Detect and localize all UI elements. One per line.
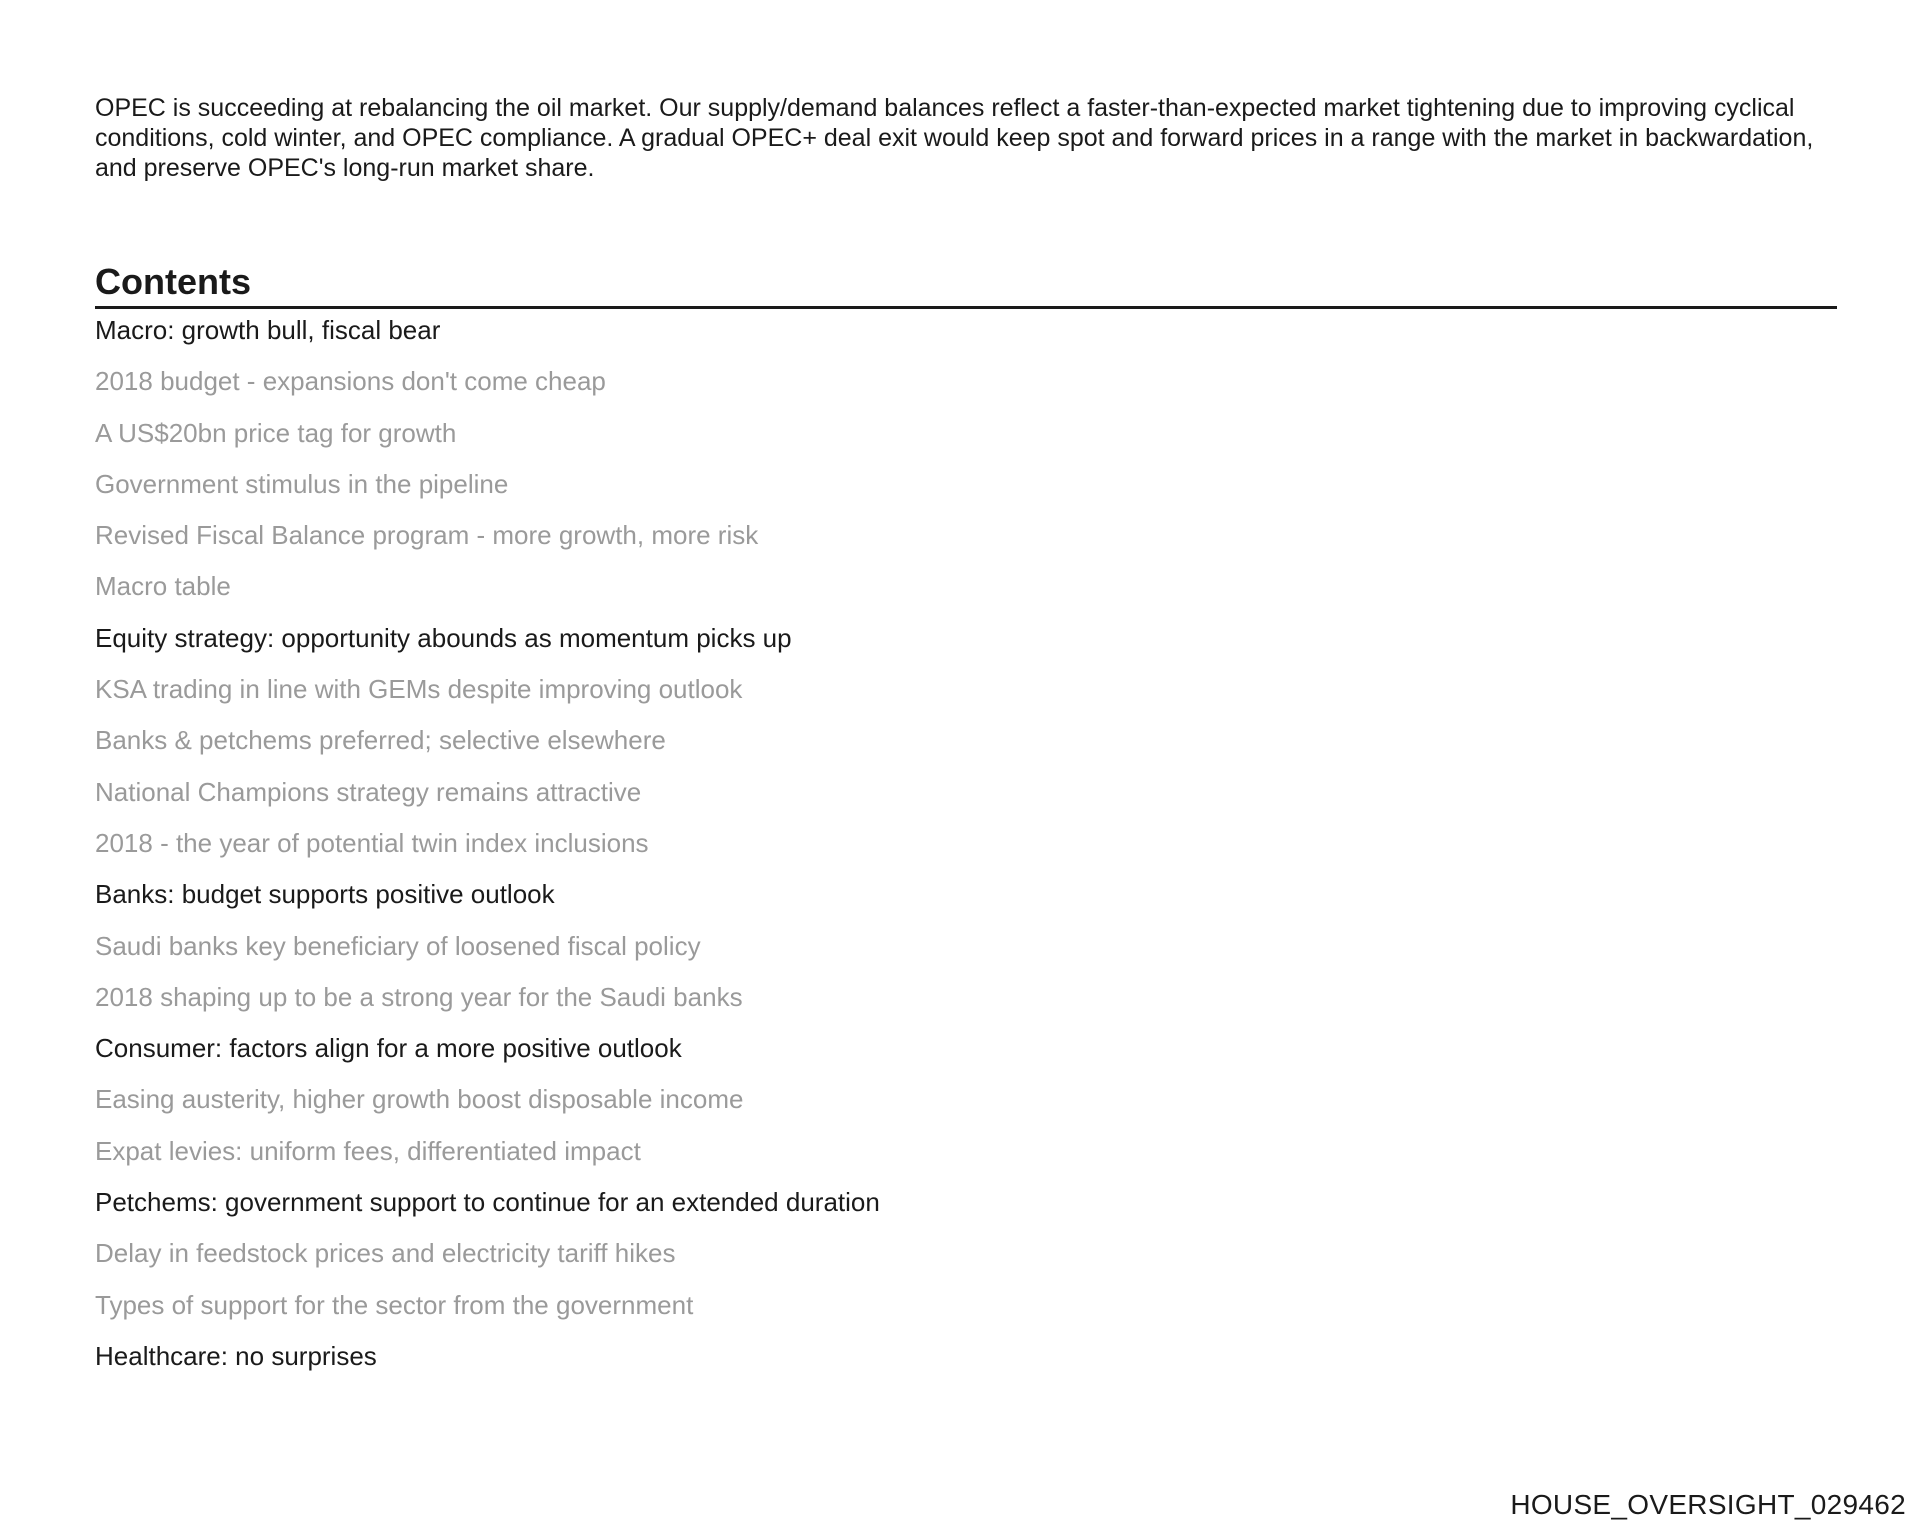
toc-item[interactable]: Consumer: factors align for a more positive outlook: [95, 1033, 682, 1064]
contents-heading: Contents: [95, 258, 1837, 309]
toc-item[interactable]: Easing austerity, higher growth boost disposable income: [95, 1084, 744, 1115]
toc-item[interactable]: Saudi banks key beneficiary of loosened fiscal policy: [95, 930, 701, 961]
toc-item[interactable]: Types of support for the sector from the government: [95, 1289, 694, 1320]
toc-item[interactable]: National Champions strategy remains attractive: [95, 776, 642, 807]
toc-item[interactable]: A US$20bn price tag for growth: [95, 417, 457, 448]
toc-item[interactable]: Revised Fiscal Balance program - more growth, more risk: [95, 520, 759, 551]
toc-item[interactable]: Banks: budget supports positive outlook: [95, 879, 555, 910]
table-of-contents: [95, 308, 880, 1385]
document-id: HOUSE_OVERSIGHT_029462: [1510, 1489, 1906, 1520]
toc-item[interactable]: 2018 shaping up to be a strong year for the Saudi banks: [95, 981, 743, 1012]
toc-item[interactable]: 2018 - the year of potential twin index inclusions: [95, 827, 649, 858]
toc-item[interactable]: Macro: growth bull, fiscal bear: [95, 315, 441, 345]
toc-item[interactable]: Delay in feedstock prices and electricity tariff hikes: [95, 1238, 676, 1269]
toc-item[interactable]: Expat levies: uniform fees, differentiated impact: [95, 1135, 641, 1166]
toc-item[interactable]: 2018 budget - expansions don't come cheap: [95, 366, 606, 397]
toc-item[interactable]: Macro table: [95, 571, 231, 602]
intro-paragraph: OPEC is succeeding at rebalancing the oil market. Our supply/demand balances reflect a faster-than-expected market tightening due to improving cyclical conditions, cold winter, and OPEC compliance. A gradual OPEC+ deal exit would keep spot and forward prices in a range with the market in backwardation, and preserve OPEC's long-run market share.: [95, 94, 1814, 182]
toc-item[interactable]: Equity strategy: opportunity abounds as momentum picks up: [95, 622, 792, 653]
toc-item[interactable]: Healthcare: no surprises: [95, 1340, 377, 1371]
toc-item[interactable]: KSA trading in line with GEMs despite improving outlook: [95, 674, 743, 705]
toc-item[interactable]: Banks & petchems preferred; selective elsewhere: [95, 725, 666, 756]
toc-item[interactable]: Government stimulus in the pipeline: [95, 468, 509, 499]
toc-item[interactable]: Petchems: government support to continue for an extended duration: [95, 1187, 880, 1218]
